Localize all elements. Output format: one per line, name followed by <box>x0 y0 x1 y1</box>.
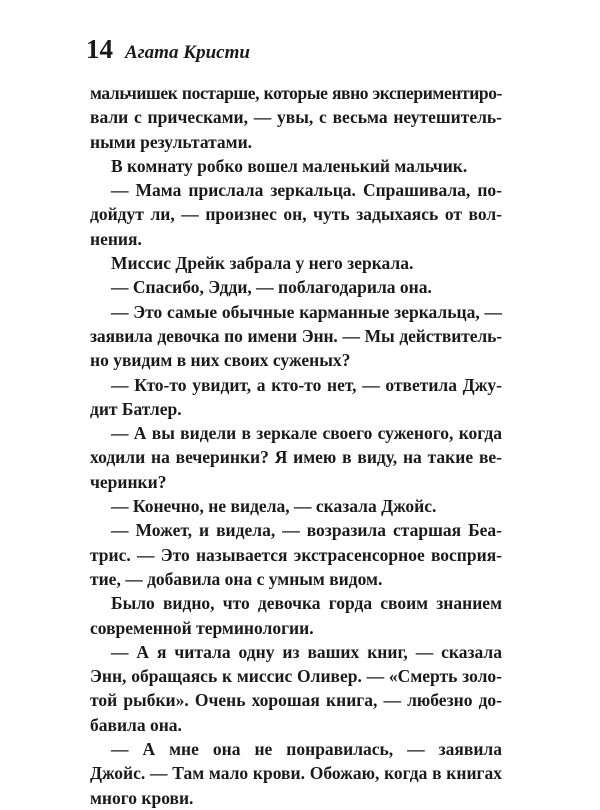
text-line: — Конечно, не видела, — сказала Джойс. <box>111 496 437 517</box>
text-line: дит Батлер. <box>90 398 182 419</box>
text-line: ными результатами. <box>90 131 253 152</box>
running-title: Агата Кристи <box>125 42 250 63</box>
text-line: но увидим в них своих суженых? <box>90 350 351 371</box>
text-line: Энн, обращаясь к миссис Оливер. — «Смерть золо- <box>90 666 502 687</box>
text-line: Миссис Дрейк забрала у него зеркала. <box>111 253 414 274</box>
text-line: — Это самые обычные карманные зеркальца, — <box>111 301 502 322</box>
text-line: — Кто-то увидит, а кто-то нет, — ответила Джу- <box>111 374 502 395</box>
page-number: 14 <box>86 34 113 64</box>
text-line: много крови. <box>90 787 194 808</box>
text-line: мальчишек постарше, которые явно экспериментиро- <box>90 83 502 103</box>
text-line: вали с прическами, — увы, с весьма неутешитель- <box>90 107 502 128</box>
text-line: бавила она. <box>90 714 182 735</box>
text-line: черинки? <box>90 471 167 492</box>
text-line: той рыбки». Очень хорошая книга, — любезно до- <box>90 690 502 711</box>
text-line: Джойс. — Там мало крови. Обожаю, когда в книгах <box>90 763 502 784</box>
text-line: — Может, и видела, — возразила старшая Беа- <box>111 520 502 541</box>
text-line: — Мама прислала зеркальца. Спрашивала, по- <box>111 180 502 201</box>
text-line: Было видно, что девочка горда своим знанием <box>111 593 502 614</box>
body-text <box>90 81 502 810</box>
text-line: — А вы видели в зеркале своего суженого, когда <box>111 423 502 444</box>
text-line: заявила девочка по имени Энн. — Мы действитель- <box>90 325 502 346</box>
text-line: тие, — добавила она с умным видом. <box>90 568 383 589</box>
text-line: современной терминологии. <box>90 617 314 638</box>
text-line: — А мне она не понравилась, — заявила <box>111 739 502 760</box>
text-line: — А я читала одну из ваших книг, — сказала <box>111 641 502 662</box>
text-line: трис. — Это называется экстрасенсорное восприя- <box>90 544 502 565</box>
text-line: дойдут ли, — произнес он, чуть задыхаясь от вол- <box>90 204 502 225</box>
text-line: — Спасибо, Эдди, — поблагодарила она. <box>111 277 432 298</box>
text-line: ходили на вечеринки? Я имею в виду, на такие ве- <box>90 447 502 468</box>
text-line: нения. <box>90 228 142 249</box>
running-head <box>86 34 250 65</box>
text-line: В комнату робко вошел маленький мальчик. <box>111 155 468 176</box>
